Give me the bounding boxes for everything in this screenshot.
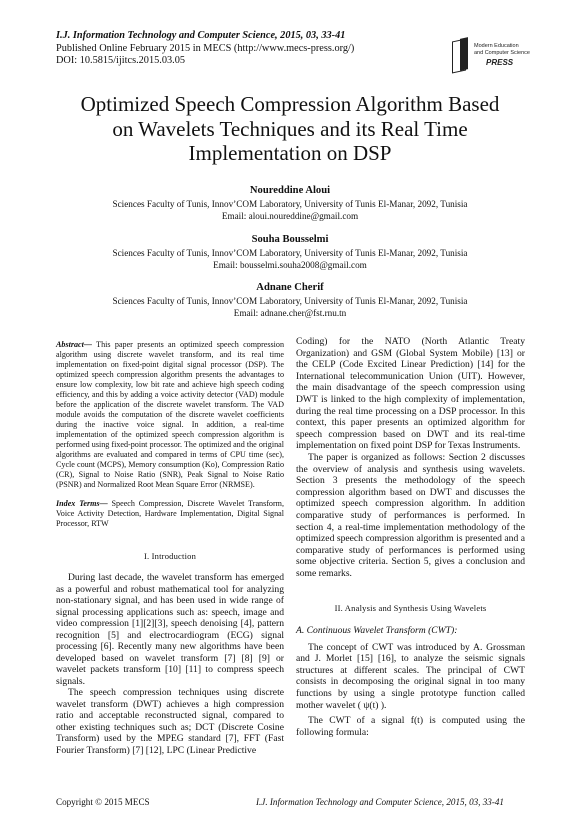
author-affiliation: Sciences Faculty of Tunis, Innov’COM Laboratory, University of Tunis El-Manar, 2092, Tunisia	[112, 296, 468, 307]
subsection-heading: A. Continuous Wavelet Transform (CWT):	[296, 625, 458, 637]
author-email: Email: aloui.noureddine@gmail.com	[221, 210, 359, 221]
doi-line: DOI: 10.5815/ijitcs.2015.03.05	[56, 55, 185, 66]
index-terms: Index Terms— Speech Compression, Discrete Wavelet Transform, Voice Activity Detection, Hardware Implementation, Digital Signal Processor, RTW	[56, 499, 284, 528]
abstract: Abstract— This paper presents an optimized speech compression algorithm using discrete wavelet transform, and its real time implementation on fixed-point digital signal processor (DSP). The optimized speech compression algorithm presents the advantages to ensure low complexity, low bit rate and achieve high speech coding efficiency, and this by adding a voice activity detector (VAD) module before the application of the discrete wavelet transform. The VAD module avoids the computation of the discrete wavelet coefficients during the inactive voice signal. In addition, a real-time implementation of the optimized speech compression algorithm is performed using fixed-point processor. The optimized and the original algorithms are evaluated and compared in terms of CPU time (sec), Cycle count (MCPS), Memory consumption (Ko), Compression Ratio (CR), Signal to Noise Ratio (SNR), Peak Signal to Noise Ratio (PSNR) and Normalized Root Mean Square Error (NRMSE).	[56, 340, 284, 489]
paragraph: Coding) for the NATO (North Atlantic Treaty Organization) and GSM (Global System Mobile) [13] or the CELP (Code Excited Linear Prediction) [14] for the International telecommunication Union (UIT). However, the main disadvantage of the speech compression using DWT is linked to the high complexity of implementation, during the real time processing on a DSP processor. In this context, this paper presents an optimized algorithm for speech compression based on DWT and its real-time implementation on fixed point DSP for Texas Instruments.	[296, 336, 525, 452]
paragraph: The CWT of a signal f(t) is computed using the following formula:	[296, 715, 525, 738]
author-name: Adnane Cherif	[256, 282, 324, 293]
mecs-logo: Modern Education and Computer Science PRESS	[450, 36, 530, 76]
author-name: Noureddine Aloui	[249, 185, 331, 196]
author-block	[40, 234, 540, 271]
journal-name: I.J. Information Technology and Computer Science, 2015, 03, 33-41	[56, 30, 346, 41]
section-heading-introduction: I. Introduction	[143, 551, 197, 561]
published-line: Published Online February 2015 in MECS (http://www.mecs-press.org/)	[56, 42, 355, 54]
author-block	[40, 185, 540, 222]
author-block	[40, 282, 540, 319]
journal-header	[56, 30, 354, 68]
paper-title: Optimized Speech Compression Algorithm Based on Wavelets Techniques and its Real Time Implementation on DSP	[80, 92, 500, 165]
paragraph: During last decade, the wavelet transform has emerged as a powerful and robust mathematical tool for analyzing non-stationary signal, and has been used in wide range of signal processing applications such as: speech, image and video compression [1][2][3], speech denoising [4], pattern recognition [5] and electrocardiogram (ECG) signal processing [6]. Recently many new algorithms have been developed based on wavelet transform [7] [8] [9] or wavelet packets transform [10] [11] to compress speech signals.	[56, 572, 284, 687]
paragraph: The concept of CWT was introduced by A. Grossman and J. Morlet [15] [16], to analyze the seismic signals structures at different scales. The principal of CWT consists in decomposing the original signal in too many functions by using a single prototype function called mother wavelet ( ψ(t) ).	[296, 641, 525, 711]
footer-copyright: Copyright © 2015 MECS	[56, 797, 150, 807]
paragraph: The paper is organized as follows: Section 2 discusses the overview of analysis and synthesis using wavelets. Section 3 presents the methodology of the speech compression algorithm based on DWT and discusses the optimized speech compression algorithm. In addition comparative study of performances is performed. In section 4, a real-time implementation methodology of the optimized speech compression algorithm is presented and a comparative study of performances is performed using some objective criteria. Section 5, gives a conclusion and some remarks.	[296, 451, 525, 579]
author-name: Souha Bousselmi	[251, 234, 329, 245]
author-affiliation: Sciences Faculty of Tunis, Innov’COM Laboratory, University of Tunis El-Manar, 2092, Tunisia	[112, 199, 468, 210]
paragraph: The speech compression techniques using discrete wavelet transform (DWT) achieves a high compression ratio and acceptable reconstructed signal, compared to other existing techniques such as; DCT (Discrete Cosine Transform) used by the MPEG standard [7], FFT (Fast Fourier Transform) [7] [12], LPC (Linear Predictive	[56, 687, 284, 756]
right-column	[296, 336, 525, 738]
section-heading-analysis: II. Analysis and Synthesis Using Wavelets	[334, 603, 487, 614]
author-email: Email: adnane.cher@fst.rnu.tn	[233, 307, 347, 318]
left-column	[56, 340, 284, 756]
author-email: Email: bousselmi.souha2008@gmail.com	[213, 259, 367, 270]
author-affiliation: Sciences Faculty of Tunis, Innov’COM Laboratory, University of Tunis El-Manar, 2092, Tunisia	[112, 248, 468, 259]
footer-journal: I.J. Information Technology and Computer Science, 2015, 03, 33-41	[256, 797, 504, 807]
